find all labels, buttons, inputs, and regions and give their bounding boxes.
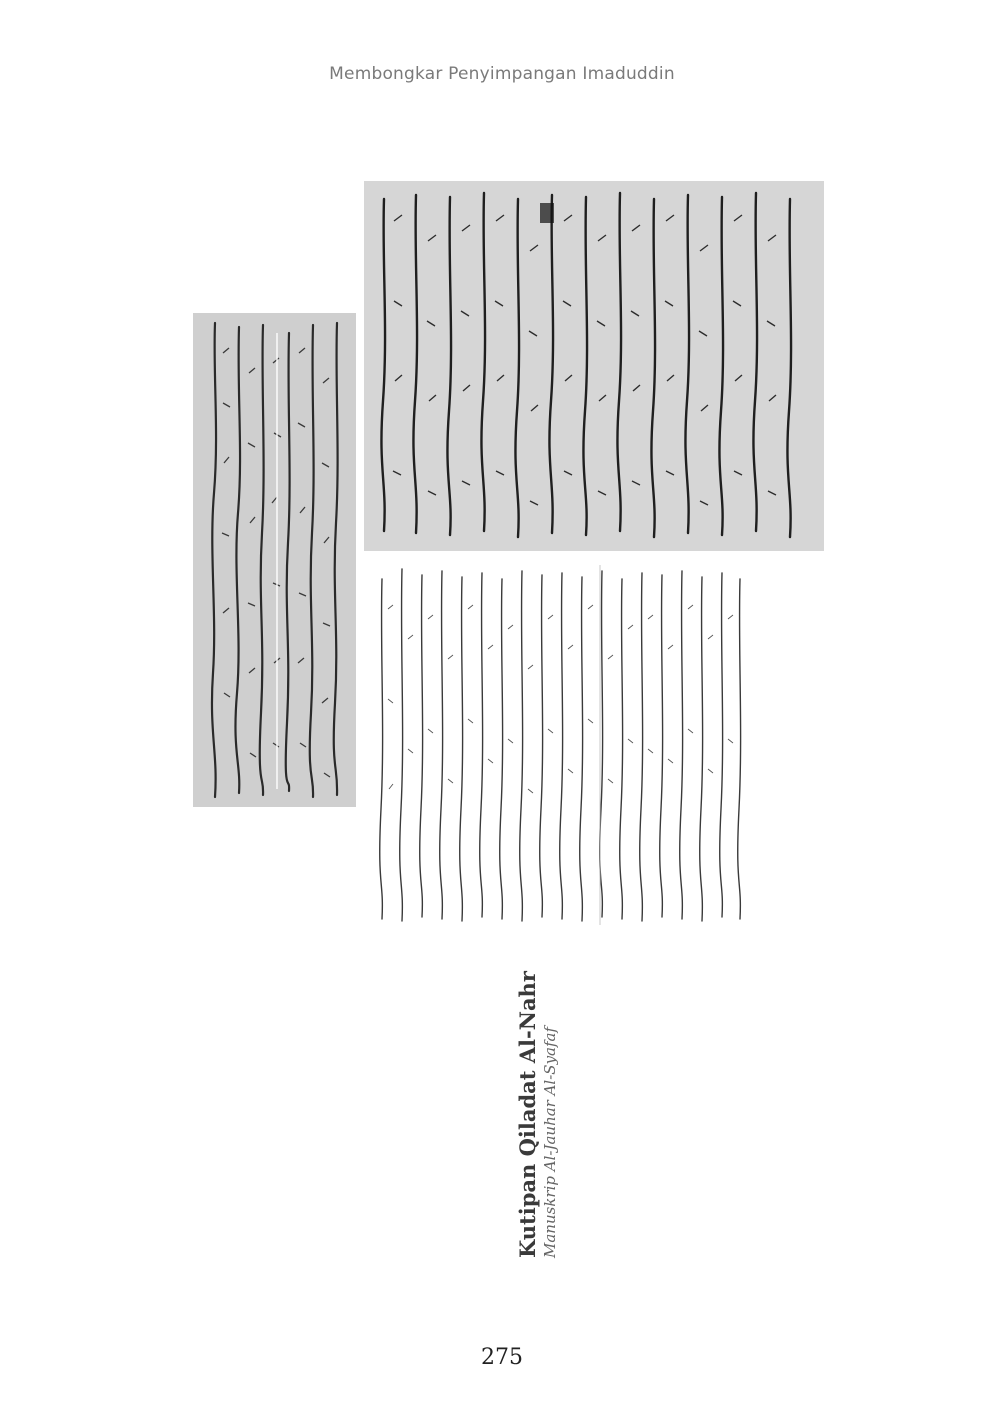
manuscript-scan-image — [364, 559, 760, 929]
manuscript-scan-image — [193, 313, 356, 807]
running-header: Membongkar Penyimpangan Imaduddin — [329, 64, 675, 84]
figure-caption-title: Kutipan Qiladat Al-Nahr — [515, 971, 540, 1258]
manuscript-scan-3-handwriting — [364, 559, 760, 929]
manuscript-scan-image — [364, 181, 824, 551]
figure-caption — [486, 968, 559, 1258]
manuscript-scan-1-handwriting — [193, 313, 356, 807]
figure-caption-subtitle: Manuskrip Al-Jauhar Al-Syafaf — [541, 1026, 559, 1258]
manuscript-scan-2-handwriting — [364, 181, 824, 551]
page-number: 275 — [481, 1345, 523, 1370]
